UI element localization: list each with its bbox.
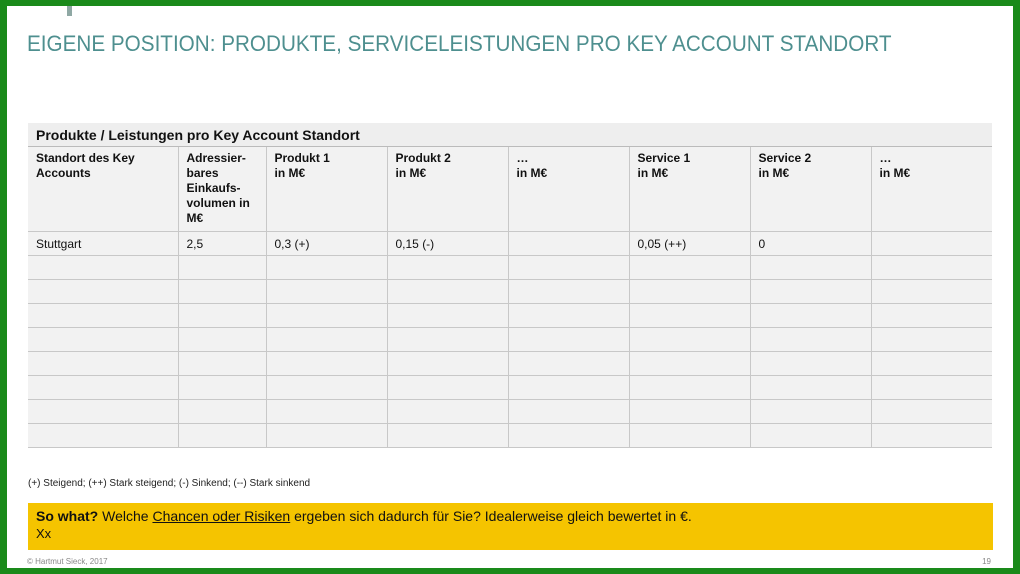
header-cell (28, 147, 178, 231)
empty-cell[interactable] (178, 279, 266, 303)
empty-cell[interactable] (629, 255, 750, 279)
empty-cell[interactable] (750, 303, 871, 327)
empty-cell[interactable] (266, 351, 387, 375)
empty-cell[interactable] (28, 375, 178, 399)
empty-cell[interactable] (871, 279, 992, 303)
header-cell (178, 147, 266, 231)
empty-cell[interactable] (508, 303, 629, 327)
table-cell[interactable]: 0,05 (++) (629, 231, 750, 255)
empty-row (28, 423, 992, 447)
empty-cell[interactable] (750, 255, 871, 279)
empty-cell[interactable] (387, 279, 508, 303)
empty-cell[interactable] (28, 423, 178, 447)
empty-cell[interactable] (178, 351, 266, 375)
page-number: 19 (982, 557, 991, 566)
header-line: volumen in (186, 196, 250, 210)
empty-cell[interactable] (508, 351, 629, 375)
empty-cell[interactable] (387, 375, 508, 399)
so-what-label: So what? (36, 508, 99, 524)
empty-cell[interactable] (629, 303, 750, 327)
empty-cell[interactable] (508, 423, 629, 447)
table-cell[interactable]: 0,15 (-) (387, 231, 508, 255)
header-line: Standort des Key (36, 151, 135, 165)
empty-row (28, 255, 992, 279)
empty-cell[interactable] (387, 327, 508, 351)
table-caption: Produkte / Leistungen pro Key Account Standort (28, 123, 992, 147)
header-line: … (879, 151, 892, 165)
so-what-pre: Welche (98, 508, 153, 524)
empty-cell[interactable] (387, 303, 508, 327)
empty-row (28, 327, 992, 351)
empty-cell[interactable] (178, 423, 266, 447)
empty-cell[interactable] (508, 399, 629, 423)
empty-cell[interactable] (28, 279, 178, 303)
empty-cell[interactable] (871, 327, 992, 351)
empty-cell[interactable] (266, 327, 387, 351)
empty-cell[interactable] (508, 255, 629, 279)
header-line: Einkaufs- (186, 181, 241, 195)
empty-cell[interactable] (750, 423, 871, 447)
empty-cell[interactable] (387, 399, 508, 423)
empty-cell[interactable] (871, 303, 992, 327)
empty-row (28, 375, 992, 399)
empty-cell[interactable] (750, 375, 871, 399)
slide-title: EIGENE POSITION: PRODUKTE, SERVICELEISTUNGEN PRO KEY ACCOUNT STANDORT (27, 31, 892, 56)
header-line: in M€ (637, 166, 669, 180)
empty-cell[interactable] (871, 375, 992, 399)
empty-cell[interactable] (266, 279, 387, 303)
empty-cell[interactable] (750, 279, 871, 303)
empty-cell[interactable] (266, 375, 387, 399)
header-line: bares (186, 166, 219, 180)
empty-cell[interactable] (629, 423, 750, 447)
so-what-note: Xx (36, 526, 52, 541)
legend-text: (+) Steigend; (++) Stark steigend; (-) Sinkend; (--) Stark sinkend (28, 478, 311, 489)
empty-cell[interactable] (750, 351, 871, 375)
empty-row (28, 279, 992, 303)
empty-cell[interactable] (629, 399, 750, 423)
table-cell[interactable]: 2,5 (178, 231, 266, 255)
empty-cell[interactable] (266, 255, 387, 279)
empty-cell[interactable] (871, 423, 992, 447)
header-line: Accounts (36, 166, 91, 180)
empty-cell[interactable] (871, 255, 992, 279)
header-line: in M€ (395, 166, 427, 180)
header-cell (387, 147, 508, 231)
table-container (28, 123, 992, 448)
header-cell (750, 147, 871, 231)
empty-cell[interactable] (508, 375, 629, 399)
empty-cell[interactable] (629, 375, 750, 399)
empty-cell[interactable] (750, 399, 871, 423)
header-line: in M€ (274, 166, 306, 180)
header-cell (508, 147, 629, 231)
table-cell[interactable] (871, 231, 992, 255)
table-cell[interactable]: 0,3 (+) (266, 231, 387, 255)
key-account-table (28, 147, 992, 448)
empty-cell[interactable] (28, 351, 178, 375)
empty-cell[interactable] (28, 327, 178, 351)
footer-copyright: © Hartmut Sieck, 2017 (27, 557, 108, 566)
table-cell[interactable] (508, 231, 629, 255)
empty-cell[interactable] (508, 279, 629, 303)
empty-cell[interactable] (178, 327, 266, 351)
header-line: Service 1 (637, 151, 691, 165)
empty-cell[interactable] (508, 327, 629, 351)
empty-cell[interactable] (871, 399, 992, 423)
empty-cell[interactable] (178, 303, 266, 327)
header-line: Adressier- (186, 151, 246, 165)
empty-cell[interactable] (28, 255, 178, 279)
header-line: in M€ (879, 166, 911, 180)
top-accent-bar (67, 6, 72, 16)
header-row (28, 147, 992, 231)
so-what-post: ergeben sich dadurch für Sie? Idealerweise gleich bewertet in €. (290, 508, 692, 524)
empty-cell[interactable] (750, 327, 871, 351)
empty-cell[interactable] (387, 423, 508, 447)
header-line: Produkt 1 (274, 151, 330, 165)
empty-row (28, 303, 992, 327)
so-what-box (28, 503, 993, 550)
empty-cell[interactable] (871, 351, 992, 375)
header-line: in M€ (758, 166, 790, 180)
empty-cell[interactable] (629, 279, 750, 303)
table-row (28, 231, 992, 255)
empty-cell[interactable] (178, 375, 266, 399)
header-cell (871, 147, 992, 231)
empty-cell[interactable] (266, 423, 387, 447)
header-line: Produkt 2 (395, 151, 451, 165)
header-cell (629, 147, 750, 231)
empty-cell[interactable] (28, 303, 178, 327)
header-line: M€ (186, 211, 204, 225)
empty-cell[interactable] (387, 255, 508, 279)
empty-cell[interactable] (387, 351, 508, 375)
table-cell[interactable]: 0 (750, 231, 871, 255)
slide (7, 6, 1013, 568)
empty-cell[interactable] (28, 399, 178, 423)
empty-cell[interactable] (178, 399, 266, 423)
table-cell[interactable]: Stuttgart (28, 231, 178, 255)
empty-row (28, 351, 992, 375)
empty-row (28, 399, 992, 423)
header-cell (266, 147, 387, 231)
empty-cell[interactable] (266, 303, 387, 327)
empty-cell[interactable] (629, 327, 750, 351)
header-line: in M€ (516, 166, 548, 180)
so-what-underlined: Chancen oder Risiken (152, 508, 291, 524)
empty-cell[interactable] (629, 351, 750, 375)
header-line: … (516, 151, 529, 165)
empty-cell[interactable] (178, 255, 266, 279)
empty-cell[interactable] (266, 399, 387, 423)
header-line: Service 2 (758, 151, 812, 165)
